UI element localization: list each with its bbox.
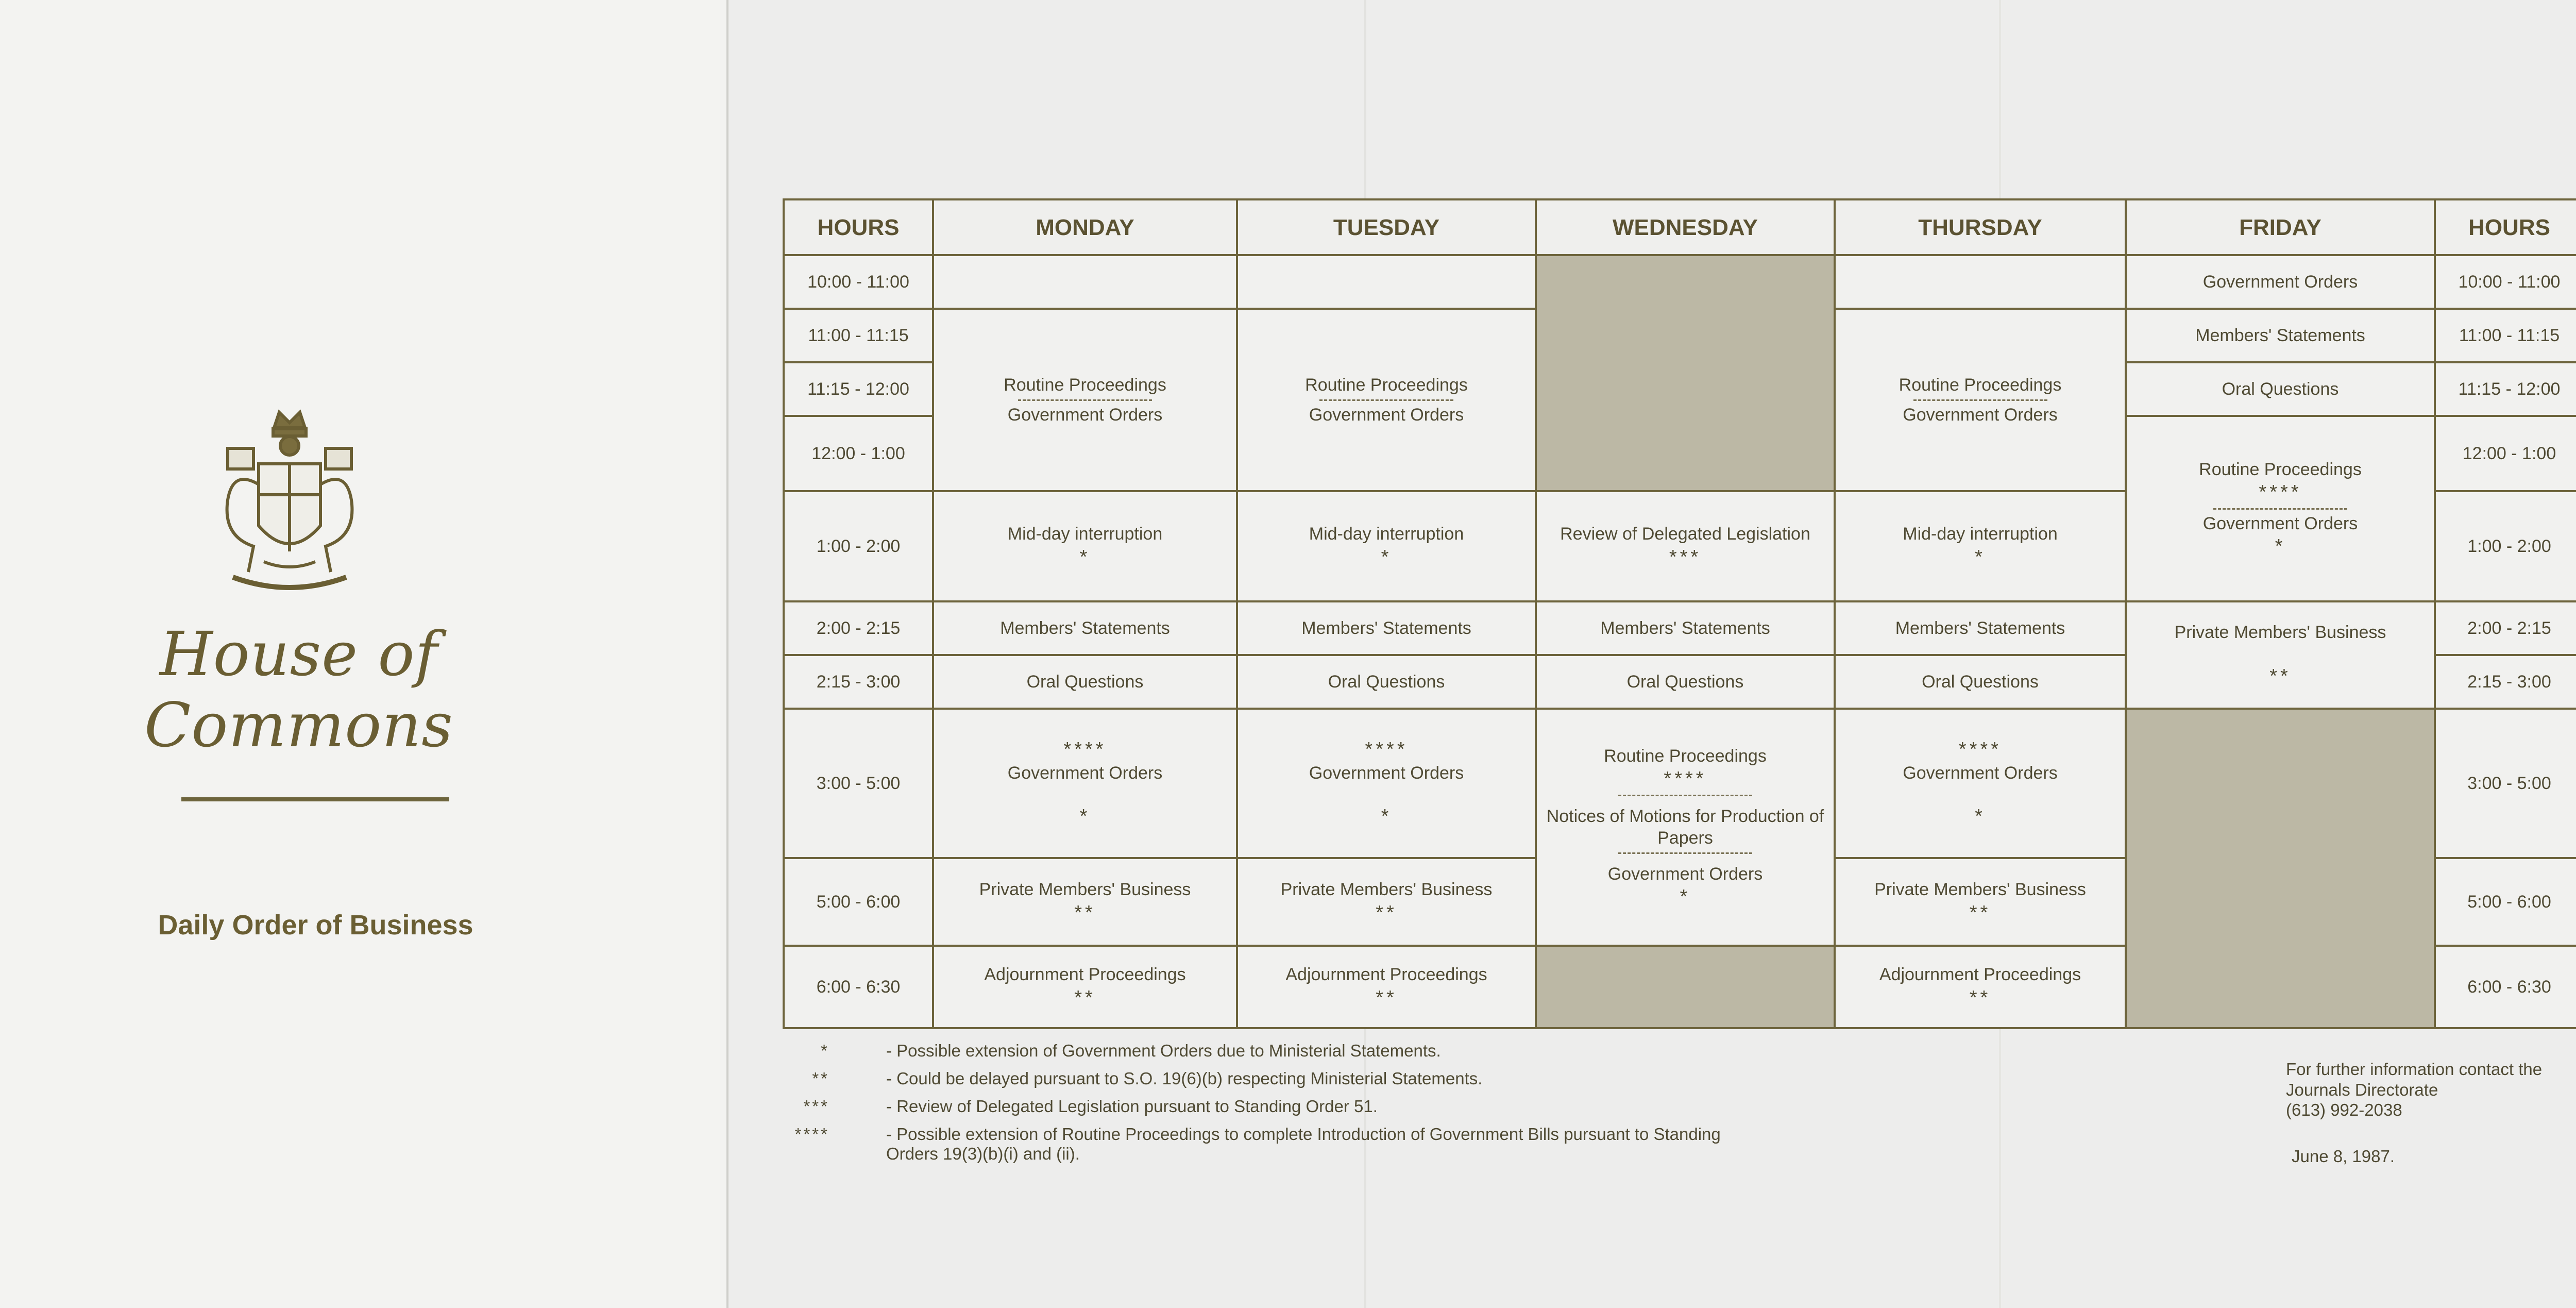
item-label: Routine Proceedings (1004, 375, 1166, 395)
footnote-mark: **** (794, 1125, 829, 1144)
item-label: Mid-day interruption (1309, 524, 1464, 544)
hour-cell: 3:00 - 5:00 (784, 709, 933, 858)
footnotes (788, 1041, 1767, 1176)
hour-cell: 10:00 - 11:00 (2435, 255, 2576, 309)
footnote-mark: ** (2269, 665, 2291, 687)
footnote-mark: **** (1958, 739, 2002, 761)
hour-cell: 11:15 - 12:00 (2435, 362, 2576, 416)
monday-government-orders-cell (933, 709, 1237, 858)
thursday-adjournment-cell (1835, 946, 2126, 1028)
hour-cell: 1:00 - 2:00 (2435, 491, 2576, 601)
thursday-routine-government-cell (1835, 309, 2126, 491)
header-hours: HOURS (2435, 199, 2576, 255)
footnote-mark: ** (1376, 901, 1397, 924)
tuesday-adjournment-cell (1237, 946, 1536, 1028)
footnote-mark: *** (803, 1097, 829, 1116)
item-label: Government Orders (1309, 763, 1464, 783)
item-label: Private Members' Business (1280, 880, 1493, 899)
tuesday-government-orders-cell (1237, 709, 1536, 858)
item-label: Routine Proceedings (1305, 375, 1468, 395)
hour-cell: 11:00 - 11:15 (784, 309, 933, 362)
footnote-text: - Possible extension of Routine Proceedings to complete Introduction of Government Bills pursuant to Standing Orders 19(3)(b)(i) and (ii). (886, 1125, 1721, 1163)
friday-routine-government-cell (2126, 416, 2435, 601)
footnote-mark: ** (1969, 901, 1991, 924)
footnote-mark: ** (812, 1069, 829, 1088)
item-label: Private Members' Business (979, 880, 1191, 899)
table-header-row (784, 199, 2576, 255)
tuesday-private-members-cell (1237, 858, 1536, 946)
item-label: Private Members' Business (2174, 623, 2386, 642)
dashed-divider (1018, 399, 1152, 401)
hour-cell: 2:00 - 2:15 (2435, 601, 2576, 655)
wednesday-members-statements: Members' Statements (1536, 601, 1835, 655)
hour-cell: 2:15 - 3:00 (2435, 655, 2576, 709)
item-label: Review of Delegated Legislation (1560, 524, 1810, 544)
monday-oral-questions: Oral Questions (933, 655, 1237, 709)
footnote-item (788, 1125, 1767, 1176)
item-label: Government Orders (2202, 513, 2358, 533)
thursday-members-statements: Members' Statements (1835, 601, 2126, 655)
hour-cell: 2:00 - 2:15 (784, 601, 933, 655)
footnote-item (788, 1041, 1767, 1069)
footnote-mark: * (1975, 546, 1986, 568)
item-label: Government Orders (1007, 405, 1163, 425)
header-hours: HOURS (784, 199, 933, 255)
footnote-item (788, 1097, 1767, 1125)
thursday-government-orders-cell (1835, 709, 2126, 858)
tuesday-cell-empty (1237, 255, 1536, 309)
monday-routine-government-cell (933, 309, 1237, 491)
footnote-mark: * (1975, 806, 1986, 828)
dashed-divider (2213, 508, 2347, 510)
thursday-oral-questions: Oral Questions (1835, 655, 2126, 709)
footnote-mark: ** (1074, 901, 1096, 924)
footnote-text: - Possible extension of Government Orders due to Ministerial Statements. (886, 1041, 1441, 1060)
item-label: Adjournment Proceedings (1285, 965, 1487, 984)
thursday-private-members-cell (1835, 858, 2126, 946)
hour-cell: 11:00 - 11:15 (2435, 309, 2576, 362)
tuesday-members-statements: Members' Statements (1237, 601, 1536, 655)
cover-subtitle: Daily Order of Business (158, 910, 473, 941)
footnote-mark: * (821, 1041, 829, 1060)
hour-cell: 2:15 - 3:00 (784, 655, 933, 709)
friday-private-members-cell (2126, 601, 2435, 709)
footnote-mark: ** (1376, 986, 1397, 1009)
footnote-mark: *** (1669, 546, 1702, 568)
hour-cell: 6:00 - 6:30 (2435, 946, 2576, 1028)
wednesday-oral-questions: Oral Questions (1536, 655, 1835, 709)
friday-shaded-block (2126, 709, 2435, 1028)
item-label: Notices of Motions for Production of Papers (1546, 806, 1824, 848)
contact-line: For further information contact the (2286, 1060, 2543, 1079)
contact-line: Journals Directorate (2286, 1080, 2438, 1099)
hour-cell: 3:00 - 5:00 (2435, 709, 2576, 858)
footnote-mark: * (1381, 546, 1392, 568)
thursday-midday-cell (1835, 491, 2126, 601)
friday-oral-questions: Oral Questions (2126, 362, 2435, 416)
dashed-divider (1913, 399, 2047, 401)
header-thursday: THURSDAY (1835, 199, 2126, 255)
header-monday: MONDAY (933, 199, 1237, 255)
wednesday-afternoon-cell (1536, 709, 1835, 946)
footnote-mark: **** (1063, 739, 1107, 761)
table-row (784, 255, 2576, 309)
item-label: Mid-day interruption (1007, 524, 1163, 544)
friday-members-statements: Members' Statements (2126, 309, 2435, 362)
footnote-mark: **** (1664, 768, 1707, 790)
monday-cell-empty (933, 255, 1237, 309)
tuesday-oral-questions: Oral Questions (1237, 655, 1536, 709)
hour-cell: 5:00 - 6:00 (2435, 858, 2576, 946)
monday-members-statements: Members' Statements (933, 601, 1237, 655)
contact-info (2286, 1059, 2576, 1120)
friday-government-orders: Government Orders (2126, 255, 2435, 309)
footnote-mark: * (1079, 806, 1091, 828)
item-label: Adjournment Proceedings (1879, 965, 2081, 984)
tuesday-routine-government-cell (1237, 309, 1536, 491)
item-label: Routine Proceedings (1604, 746, 1767, 766)
footnote-text: - Could be delayed pursuant to S.O. 19(6)(b) respecting Ministerial Statements. (886, 1069, 1483, 1088)
dashed-divider (1618, 852, 1752, 854)
footnote-mark: * (1079, 546, 1091, 568)
item-label: Government Orders (1309, 405, 1464, 425)
footnote-mark: * (1381, 806, 1392, 828)
thursday-cell-empty (1835, 255, 2126, 309)
footnote-mark: ** (1969, 986, 1991, 1009)
wednesday-review-cell (1536, 491, 1835, 601)
footnote-mark: **** (2259, 481, 2302, 503)
monday-private-members-cell (933, 858, 1237, 946)
item-label: Routine Proceedings (2199, 459, 2362, 479)
wednesday-shaded-block (1536, 255, 1835, 491)
item-label: Government Orders (1903, 763, 2058, 783)
item-label: Mid-day interruption (1903, 524, 2058, 544)
hour-cell: 5:00 - 6:00 (784, 858, 933, 946)
item-label: Government Orders (1903, 405, 2058, 425)
table-row (784, 709, 2576, 858)
wednesday-shaded-block (1536, 946, 1835, 1028)
hour-cell: 11:15 - 12:00 (784, 362, 933, 416)
footnote-mark: * (2275, 535, 2286, 557)
footnote-item (788, 1069, 1767, 1097)
item-label: Private Members' Business (1874, 880, 2086, 899)
hour-cell: 6:00 - 6:30 (784, 946, 933, 1028)
footnote-mark: **** (1365, 739, 1408, 761)
hour-cell: 12:00 - 1:00 (784, 416, 933, 491)
cover-divider (181, 797, 449, 801)
coat-of-arms-icon (212, 407, 367, 613)
header-tuesday: TUESDAY (1237, 199, 1536, 255)
issue-date: June 8, 1987. (2292, 1147, 2395, 1166)
cover-title: House of Commons (144, 618, 453, 761)
table-row (784, 601, 2576, 655)
item-label: Adjournment Proceedings (984, 965, 1186, 984)
item-label: Government Orders (1007, 763, 1163, 783)
tuesday-midday-cell (1237, 491, 1536, 601)
dashed-divider (1618, 795, 1752, 796)
hour-cell: 10:00 - 11:00 (784, 255, 933, 309)
item-label: Routine Proceedings (1899, 375, 2062, 395)
hour-cell: 12:00 - 1:00 (2435, 416, 2576, 491)
schedule-table (783, 198, 2576, 1029)
contact-phone: (613) 992-2038 (2286, 1100, 2402, 1120)
hour-cell: 1:00 - 2:00 (784, 491, 933, 601)
fold-line (726, 0, 728, 1308)
item-label: Government Orders (1607, 864, 1763, 884)
footnote-mark: * (1680, 886, 1691, 908)
footnote-mark: ** (1074, 986, 1096, 1009)
monday-adjournment-cell (933, 946, 1237, 1028)
dashed-divider (1319, 399, 1453, 401)
header-wednesday: WEDNESDAY (1536, 199, 1835, 255)
footnote-text: - Review of Delegated Legislation pursuant to Standing Order 51. (886, 1097, 1378, 1116)
monday-midday-cell (933, 491, 1237, 601)
header-friday: FRIDAY (2126, 199, 2435, 255)
